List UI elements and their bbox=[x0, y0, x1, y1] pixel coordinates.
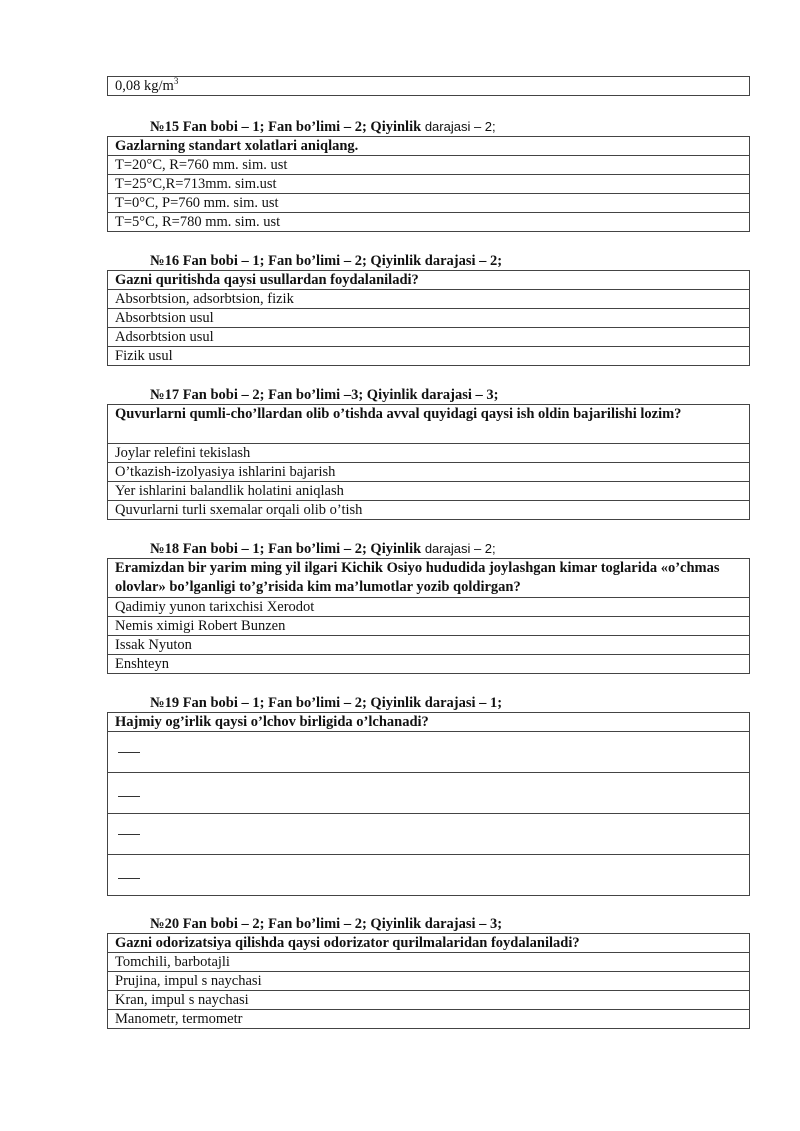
fraction-bar-icon bbox=[118, 834, 140, 835]
fraction-bar-icon bbox=[118, 878, 140, 879]
fraction-bar-icon bbox=[118, 796, 140, 797]
answer-option-formula bbox=[108, 773, 750, 814]
answer-option: T=5°C, R=780 mm. sim. ust bbox=[108, 213, 750, 232]
answer-option: Manometr, termometr bbox=[108, 1010, 750, 1029]
question-heading: №15 Fan bobi – 1; Fan bo’limi – 2; Qiyinlik darajasi – 2; bbox=[150, 119, 496, 135]
answer-option: O’tkazish-izolyasiya ishlarini bajarish bbox=[108, 463, 750, 482]
question-heading: №18 Fan bobi – 1; Fan bo’limi – 2; Qiyinlik darajasi – 2; bbox=[150, 541, 496, 557]
answer-option: Fizik usul bbox=[108, 347, 750, 366]
answer-option: Prujina, impul s naychasi bbox=[108, 972, 750, 991]
question-heading: №17 Fan bobi – 2; Fan bo’limi –3; Qiyinlik darajasi – 3; bbox=[150, 387, 499, 403]
answer-option-formula bbox=[108, 732, 750, 773]
question-text: Quvurlarni qumli-cho’llardan olib o’tishda avval quyidagi qaysi ish oldin bajarilishi lozim? bbox=[108, 405, 750, 444]
answer-option: Tomchili, barbotajli bbox=[108, 953, 750, 972]
answer-option-formula bbox=[108, 855, 750, 896]
question-table-19 bbox=[107, 712, 750, 896]
answer-option: Qadimiy yunon tarixchisi Xerodot bbox=[108, 598, 750, 617]
answer-option: Quvurlarni turli sxemalar orqali olib o’tish bbox=[108, 501, 750, 520]
question-heading: №19 Fan bobi – 1; Fan bo’limi – 2; Qiyinlik darajasi – 1; bbox=[150, 695, 503, 711]
question-heading: №16 Fan bobi – 1; Fan bo’limi – 2; Qiyinlik darajasi – 2; bbox=[150, 253, 503, 269]
question-table-18 bbox=[107, 558, 750, 674]
question-heading: №20 Fan bobi – 2; Fan bo’limi – 2; Qiyinlik darajasi – 3; bbox=[150, 916, 503, 932]
question-table-15 bbox=[107, 136, 750, 232]
answer-option: Issak Nyuton bbox=[108, 636, 750, 655]
answer-table-previous bbox=[107, 76, 750, 96]
question-text: Gazni quritishda qaysi usullardan foydalaniladi? bbox=[108, 271, 750, 290]
answer-option: 0,08 $kg/m^3$ bbox=[108, 77, 750, 96]
answer-option-formula bbox=[108, 814, 750, 855]
document-page bbox=[107, 76, 750, 1029]
answer-option: Nemis ximigi Robert Bunzen bbox=[108, 617, 750, 636]
answer-option: Enshteyn bbox=[108, 655, 750, 674]
answer-option: Yer ishlarini balandlik holatini aniqlash bbox=[108, 482, 750, 501]
answer-option: Absorbtsion, adsorbtsion, fizik bbox=[108, 290, 750, 309]
answer-option: Joylar relefini tekislash bbox=[108, 444, 750, 463]
question-text: Gazni odorizatsiya qilishda qaysi odorizator qurilmalaridan foydalaniladi? bbox=[108, 934, 750, 953]
fraction-bar-icon bbox=[118, 752, 140, 753]
question-text: Hajmiy og’irlik qaysi o’lchov birligida o’lchanadi? bbox=[108, 713, 750, 732]
answer-option: T=25°C,R=713mm. sim.ust bbox=[108, 175, 750, 194]
question-table-17 bbox=[107, 404, 750, 520]
answer-option: T=0°C, P=760 mm. sim. ust bbox=[108, 194, 750, 213]
answer-option: T=20°C, R=760 mm. sim. ust bbox=[108, 156, 750, 175]
question-text: Gazlarning standart xolatlari aniqlang. bbox=[108, 137, 750, 156]
question-table-20 bbox=[107, 933, 750, 1029]
answer-option: Kran, impul s naychasi bbox=[108, 991, 750, 1010]
answer-option: Adsorbtsion usul bbox=[108, 328, 750, 347]
answer-option: Absorbtsion usul bbox=[108, 309, 750, 328]
question-table-16 bbox=[107, 270, 750, 366]
question-text: Eramizdan bir yarim ming yil ilgari Kichik Osiyo hududida joylashgan kimar toglarida «o’chmas olovlar» bo’lganligi to’g’risida kim ma’lumotlar yozib qoldirgan? bbox=[108, 559, 750, 598]
